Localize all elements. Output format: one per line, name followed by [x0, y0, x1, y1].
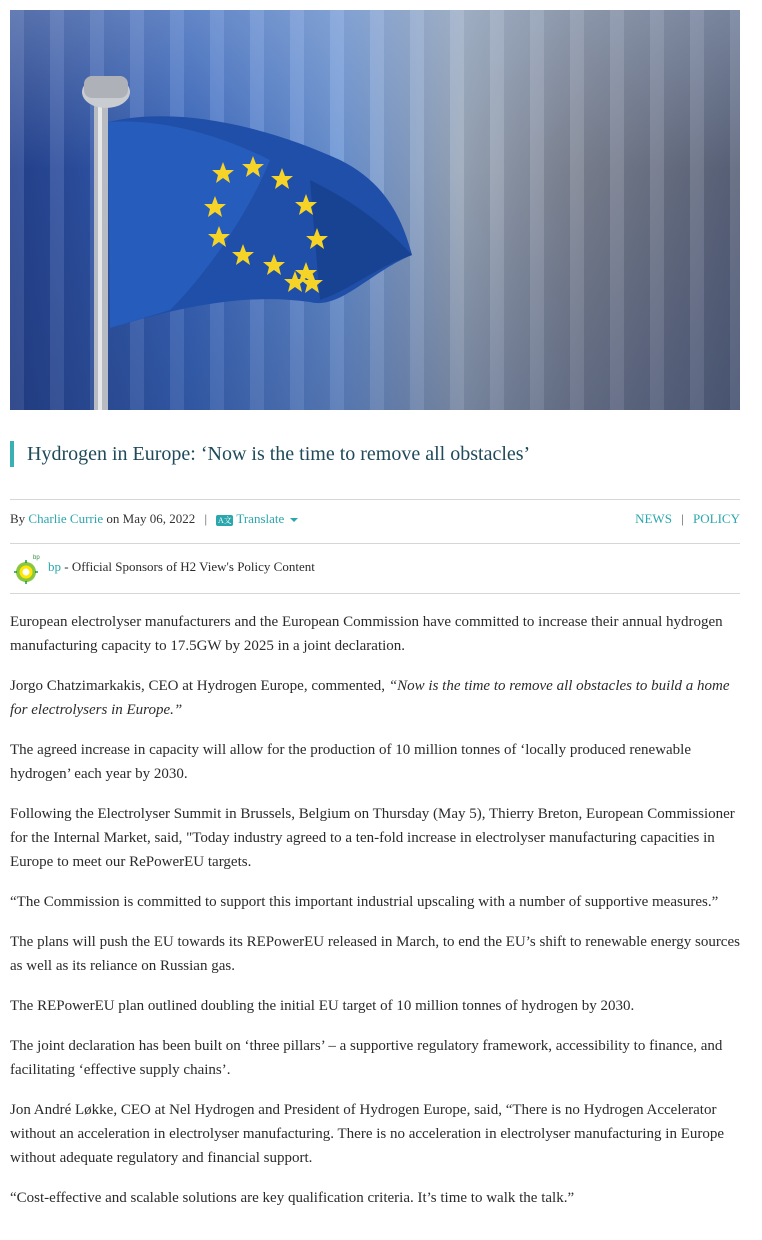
- paragraph-9: Jon André Løkke, CEO at Nel Hydrogen and President of Hydrogen Europe, said, “There is no Hydrogen Accelerator without an acceleration in electrolyser manufacturing. There is no acceleration in electrolyser manufacturing in Europe without adequate regulatory and financial support.: [10, 1102, 725, 1166]
- article-title-block: [10, 441, 740, 467]
- article-body: [10, 610, 740, 1226]
- eu-flag-illustration: [10, 10, 740, 410]
- bp-logo-icon: [12, 554, 42, 584]
- translate-label: Translate: [236, 511, 285, 526]
- paragraph-2: [10, 674, 740, 722]
- chevron-down-icon: [290, 518, 298, 522]
- hero-image: [10, 10, 740, 410]
- category-separator: |: [681, 511, 684, 526]
- paragraph-6: The plans will push the EU towards its REPowerEU released in March, to end the EU’s shift to renewable energy sources as well as its reliance on Russian gas.: [10, 934, 740, 974]
- by-label: By: [10, 511, 26, 526]
- sponsor-text: [48, 559, 315, 575]
- category-news-link[interactable]: NEWS: [635, 511, 672, 526]
- paragraph-4: Following the Electrolyser Summit in Brussels, Belgium on Thursday (May 5), Thierry Breton, European Commissioner for the Internal Market, said, "Today industry agreed to a ten-fold increase in electrolyser manufacturing capacities in Europe to meet our RePowerEU targets.: [10, 806, 735, 870]
- category-tags: [635, 511, 740, 527]
- category-policy-link[interactable]: POLICY: [693, 511, 740, 526]
- paragraph-5: “The Commission is committed to support this important industrial upscaling with a number of supportive measures.”: [10, 894, 719, 910]
- paragraph-2-quote: “Now is the time to remove all obstacles to build a home for electrolysers in Europe.”: [10, 678, 730, 718]
- paragraph-2-lead: Jorgo Chatzimarkakis, CEO at Hydrogen Europe, commented,: [10, 678, 389, 694]
- sponsor-description: - Official Sponsors of H2 View's Policy Content: [64, 559, 315, 574]
- byline: [10, 511, 298, 527]
- publish-date: May 06, 2022: [122, 511, 196, 526]
- sponsor-row: [10, 545, 740, 594]
- translate-icon: A文: [217, 515, 232, 525]
- date-prefix: on: [106, 511, 120, 526]
- bp-logo-text: bp: [33, 555, 40, 561]
- sponsor-link[interactable]: bp: [48, 559, 61, 574]
- paragraph-7: The REPowerEU plan outlined doubling the initial EU target of 10 million tonnes of hydrogen by 2030.: [10, 998, 635, 1014]
- meta-separator: |: [204, 511, 208, 526]
- translate-button[interactable]: [216, 511, 298, 526]
- paragraph-10: “Cost-effective and scalable solutions are key qualification criteria. It’s time to walk the talk.”: [10, 1190, 575, 1206]
- paragraph-1: European electrolyser manufacturers and the European Commission have committed to increase their annual hydrogen manufacturing capacity to 17.5GW by 2025 in a joint declaration.: [10, 614, 723, 654]
- paragraph-8: The joint declaration has been built on ‘three pillars’ – a supportive regulatory framework, accessibility to finance, and facilitating ‘effective supply chains’.: [10, 1038, 723, 1078]
- paragraph-3: The agreed increase in capacity will allow for the production of 10 million tonnes of ‘locally produced renewable hydrogen’ each year by 2030.: [10, 742, 692, 782]
- page-title: Hydrogen in Europe: ‘Now is the time to remove all obstacles’: [27, 443, 531, 465]
- author-link[interactable]: Charlie Currie: [28, 511, 104, 526]
- article-meta-bar: [10, 499, 740, 544]
